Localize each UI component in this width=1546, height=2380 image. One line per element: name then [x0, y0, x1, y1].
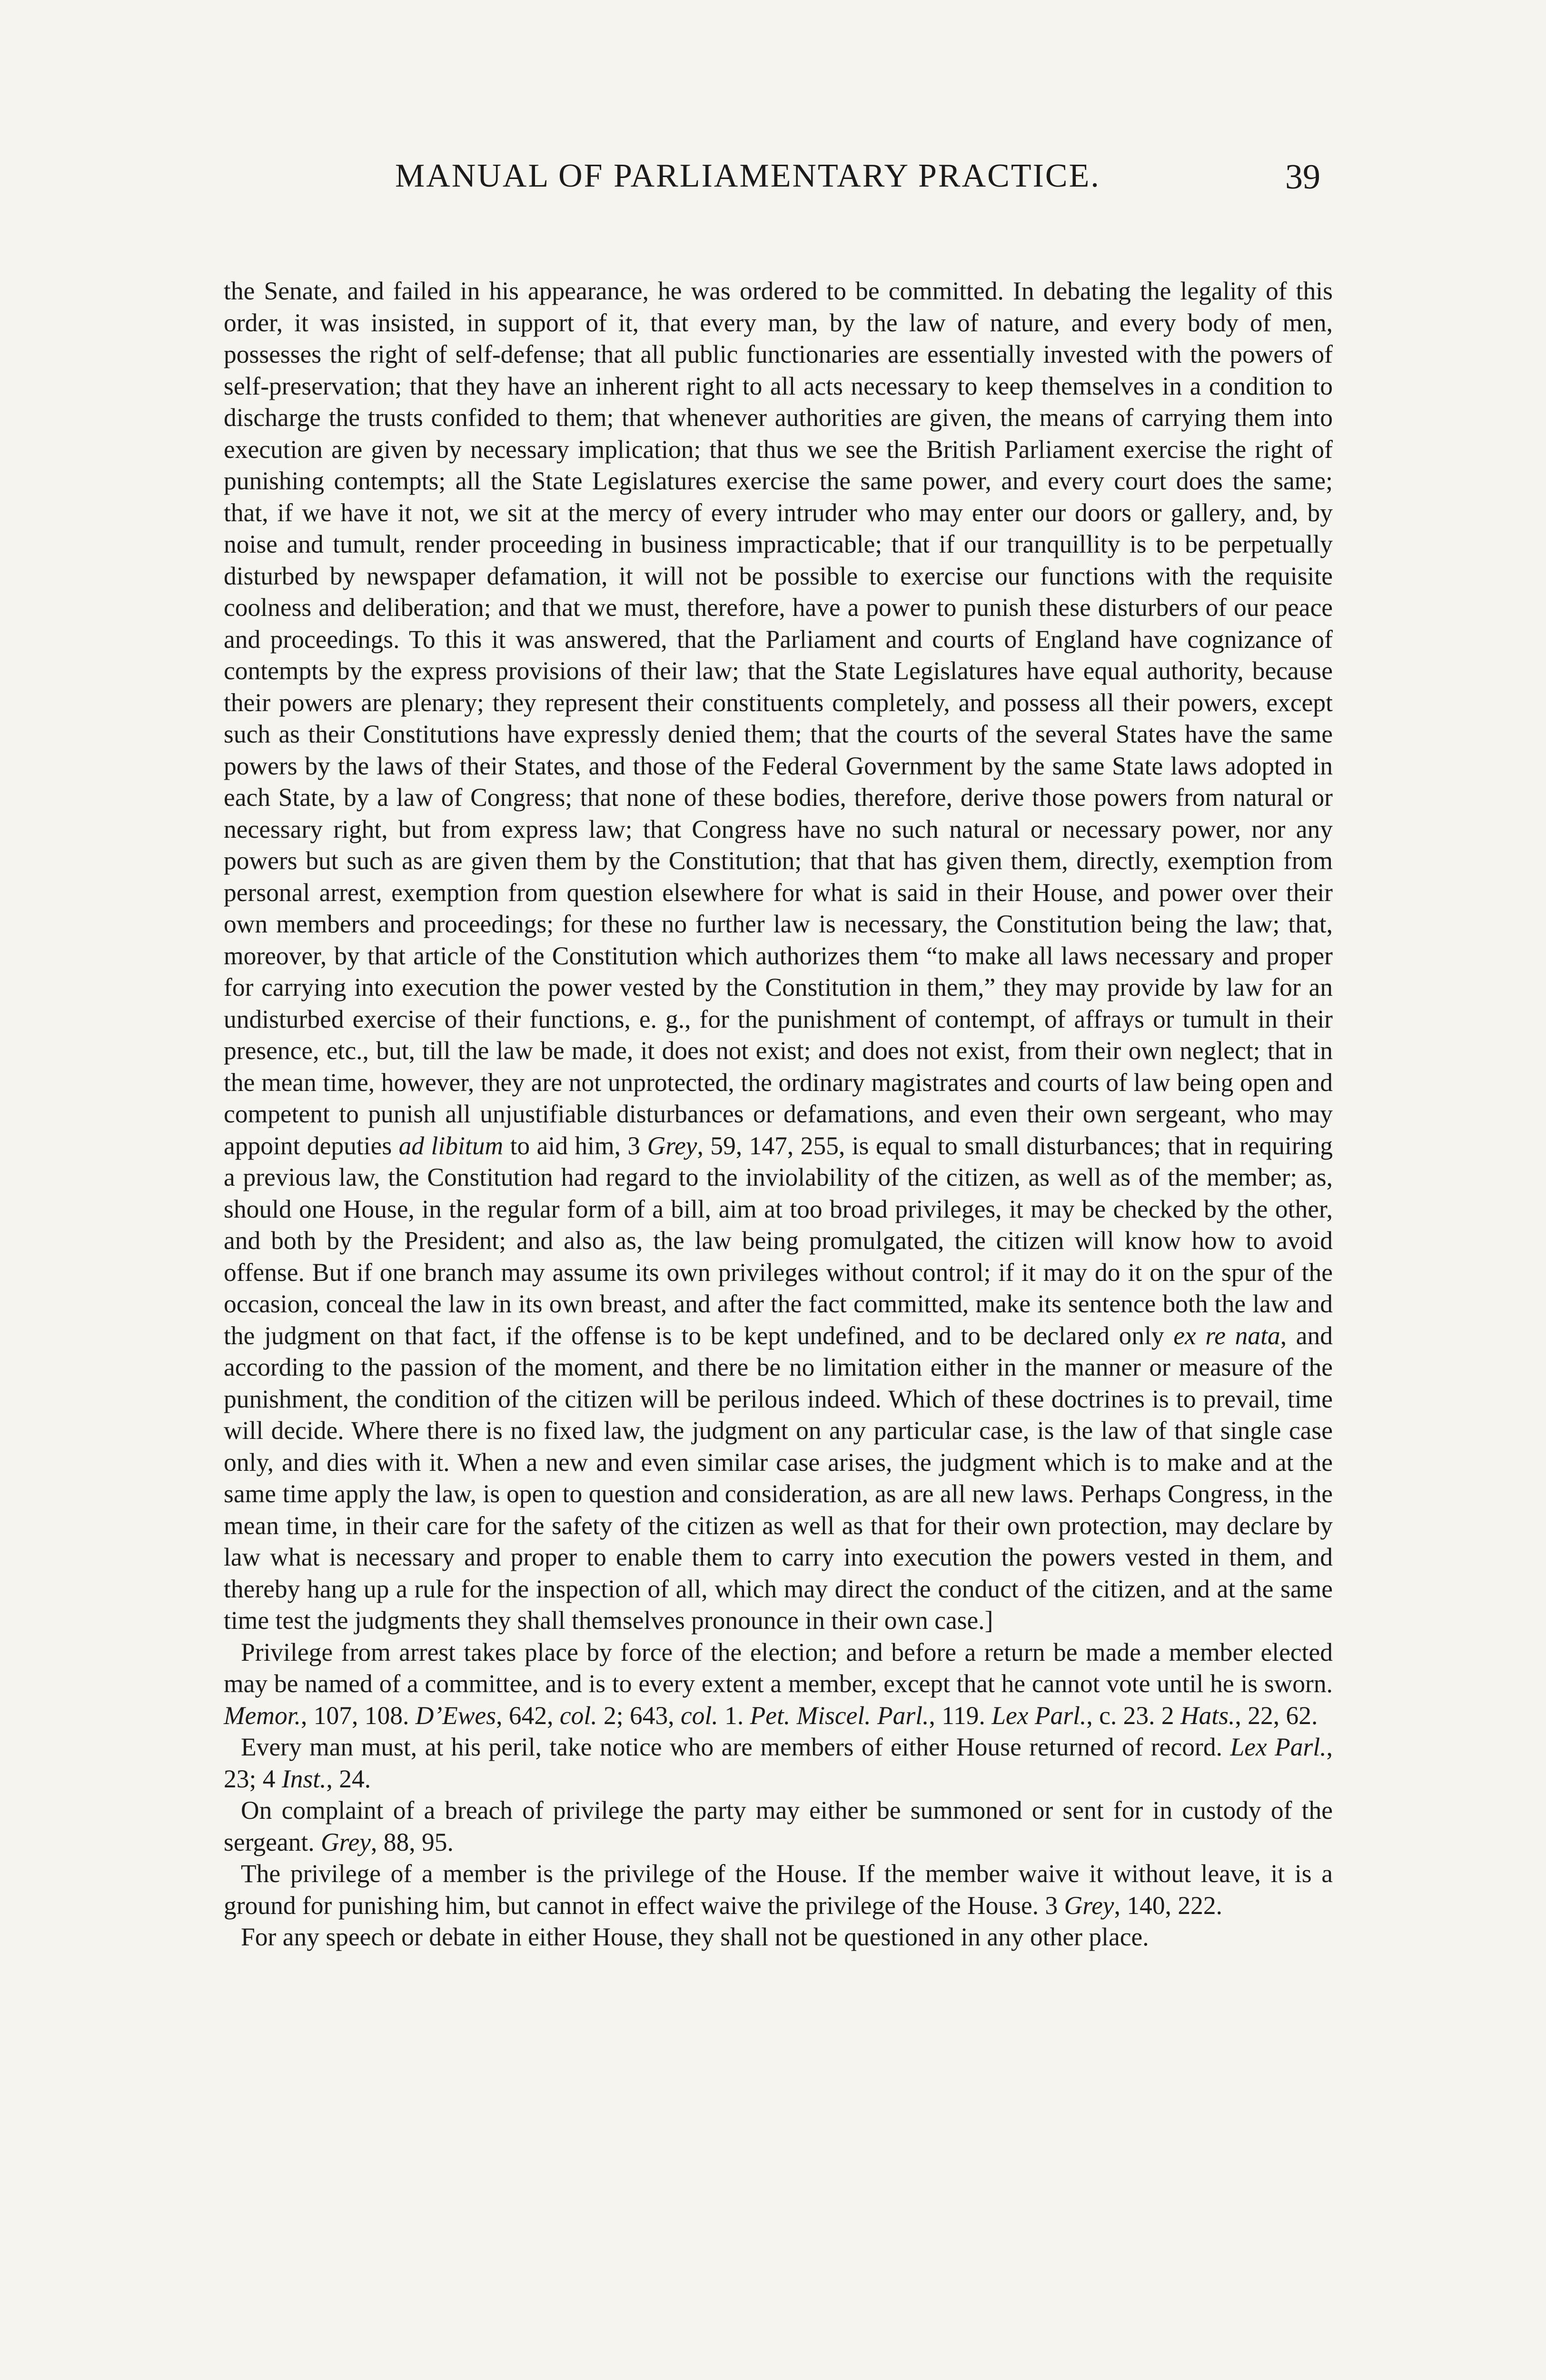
paragraph-text: , and according to the passion of the moment, and there be no limitation either in the manner or measure of the punishment, the condition of the citizen will be perilous indeed. Which of these doctrines is to prevail, time will decide. Where there is no fixed law, the judgment on any particular case, is the law of that single case only, and dies with it. When a new and even similar case arises, the judgment which is to make and at the same time apply the law, is open to question and consideration, as are all new laws. Perhaps Congress, in the mean time, in their care for the safety of the citizen as well as that for their own protection, may declare by law what is necessary and proper to enable them to carry into execution the powers vested in them, and thereby hang up a rule for the inspection of all, which may direct the conduct of the citizen, and at the same time test the judgments they shall themselves pronounce in their own case.]	[224, 1321, 1333, 1635]
paragraph-text: , 23; 4	[224, 1733, 1333, 1793]
paragraph-text: to aid him, 3	[503, 1131, 647, 1160]
citation-text: Lex Parl.	[1230, 1733, 1327, 1761]
citation-text: Lex Parl.	[991, 1701, 1087, 1730]
paragraph-text: The privilege of a member is the privilege of the House. If the member waive it without leave, it is a ground for punishing him, but cannot in effect waive the privilege of the House. 3	[224, 1859, 1333, 1920]
citation-text: Grey	[1064, 1891, 1114, 1920]
paragraph-text: On complaint of a breach of privilege the party may either be summoned or sent for in custody of the sergeant.	[224, 1796, 1333, 1856]
body-text	[224, 275, 1333, 1953]
paragraph-text: , 119.	[929, 1701, 992, 1730]
citation-text: Memor.	[224, 1701, 301, 1730]
page-header	[0, 157, 1546, 214]
citation-text: Pet. Miscel. Parl.	[750, 1701, 929, 1730]
citation-text: Grey	[321, 1827, 371, 1856]
citation-text: col.	[559, 1701, 597, 1730]
paragraph-text: 2; 643,	[597, 1701, 681, 1730]
paragraph	[224, 1636, 1333, 1732]
paragraph	[224, 1858, 1333, 1921]
paragraph-text: 1.	[718, 1701, 750, 1730]
paragraph	[224, 1731, 1333, 1795]
paragraph-text: , 140, 222.	[1114, 1891, 1222, 1920]
paragraph-text: , 88, 95.	[371, 1827, 454, 1856]
paragraph	[224, 1795, 1333, 1858]
citation-text: ad libitum	[398, 1131, 504, 1160]
paragraph-text: the Senate, and failed in his appearance, he was ordered to be committed. In debating the legality of this order, it was insisted, in support of it, that every man, by the law of nature, and every body of men, possesses the right of self-defense; that all public functionaries are essentially invested with the powers of self-preservation; that they have an inherent right to all acts necessary to keep themselves in a condition to discharge the trusts confided to them; that whenever authorities are given, the means of carrying them into execution are given by necessary implication; that thus we see the British Parliament exercise the right of punishing contempts; all the State Legislatures exercise the same power, and every court does the same; that, if we have it not, we sit at the mercy of every intruder who may enter our doors or gallery, and, by noise and tumult, render proceeding in business impracticable; that if our tranquillity is to be perpetually disturbed by newspaper defamation, it will not be possible to exercise our functions with the requisite coolness and deliberation; and that we must, therefore, have a power to punish these disturbers of our peace and proceedings. To this it was answered, that the Parliament and courts of England have cognizance of contempts by the express provisions of their law; that the State Legislatures have equal authority, because their powers are plenary; they represent their constituents completely, and possess all their powers, except such as their Constitutions have expressly denied them; that the courts of the several States have the same powers by the laws of their States, and those of the Federal Government by the same State laws adopted in each State, by a law of Congress; that none of these bodies, therefore, derive those powers from natural or necessary right, but from express law; that Congress have no such natural or necessary power, nor any powers but such as are given them by the Constitution; that that has given them, directly, exemption from personal arrest, exemption from question elsewhere for what is said in their House, and power over their own members and proceedings; for these no further law is necessary, the Constitution being the law; that, moreover, by that article of the Constitution which authorizes them “to make all laws necessary and proper for carrying into execution the power vested by the Constitution in them,” they may provide by law for an undisturbed exercise of their functions, e. g., for the punishment of contempt, of affrays or tumult in their presence, etc., but, till the law be made, it does not exist; and does not exist, from their own neglect; that in the mean time, however, they are not unprotected, the ordinary magistrates and courts of law being open and competent to punish all unjustifiable disturbances or defamations, and even their own sergeant, who may appoint deputies	[224, 277, 1333, 1160]
citation-text: D’Ewes	[415, 1701, 496, 1730]
citation-text: Grey	[647, 1131, 697, 1160]
paragraph-text: , 642,	[496, 1701, 560, 1730]
citation-text: Inst.	[281, 1764, 327, 1793]
citation-text: Hats.	[1180, 1701, 1235, 1730]
paragraph-text: , 24.	[326, 1764, 371, 1793]
running-title: MANUAL OF PARLIAMENTARY PRACTICE.	[395, 158, 1100, 194]
citation-text: ex re nata	[1173, 1321, 1280, 1350]
paragraph-text: Every man must, at his peril, take notice who are members of either House returned of record.	[241, 1733, 1230, 1761]
paragraph-text: , 107, 108.	[300, 1701, 416, 1730]
paragraph-text: , c. 23. 2	[1086, 1701, 1181, 1730]
paragraph	[224, 1921, 1333, 1953]
page-number: 39	[1285, 158, 1320, 197]
paragraph	[224, 275, 1333, 1636]
paragraph-text: For any speech or debate in either House, they shall not be questioned in any other place.	[241, 1923, 1149, 1951]
paragraph-text: Privilege from arrest takes place by force of the election; and before a return be made a member elected may be named of a committee, and is to every extent a member, except that he cannot vote until he is sworn.	[224, 1637, 1333, 1698]
paragraph-text: , 22, 62.	[1235, 1701, 1318, 1730]
citation-text: col.	[680, 1701, 718, 1730]
paragraph-text: , 59, 147, 255, is equal to small disturbances; that in requiring a previous law, the Constitution had regard to the inviolability of the citizen, as well as of the member; as, should one House, in the regular form of a bill, aim at too broad privileges, it may be checked by the other, and both by the President; and also as, the law being promulgated, the citizen will know how to avoid offense. But if one branch may assume its own privileges without control; if it may do it on the spur of the occasion, conceal the law in its own breast, and after the fact committed, make its sentence both the law and the judgment on that fact, if the offense is to be kept undefined, and to be declared only	[224, 1131, 1333, 1350]
